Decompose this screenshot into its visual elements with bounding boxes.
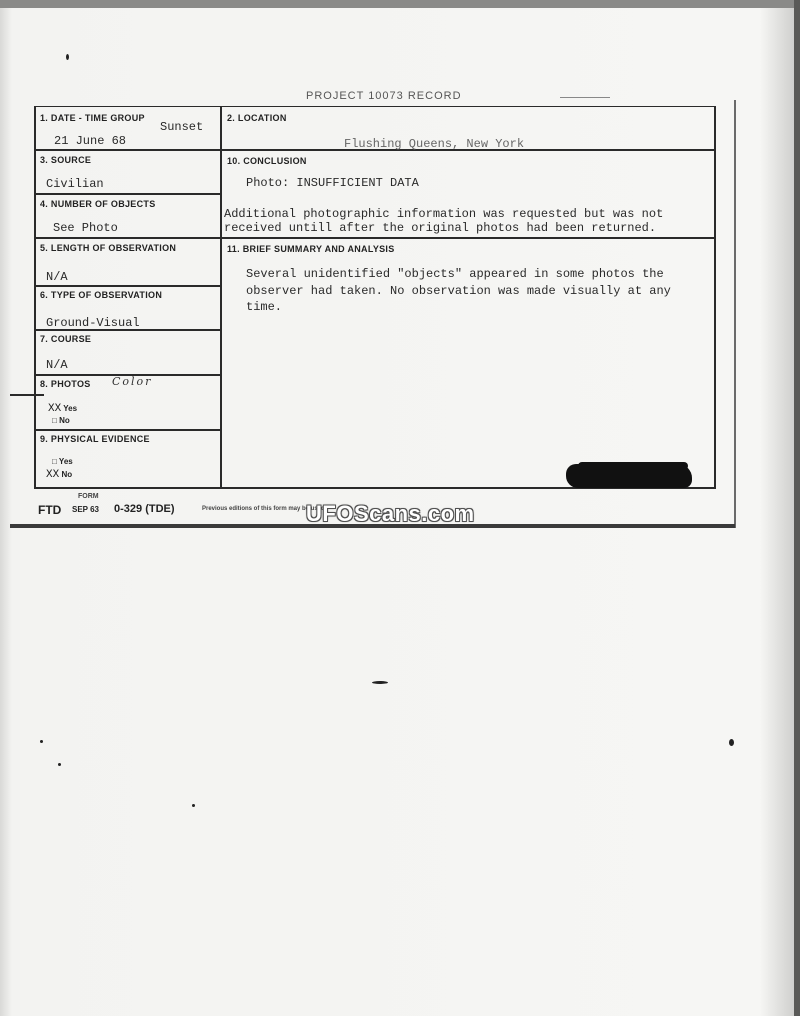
type-of-observation-label: 6. TYPE OF OBSERVATION [40, 290, 163, 300]
record-title: PROJECT 10073 RECORD [306, 90, 462, 102]
evidence-no-option [46, 469, 72, 481]
date-time-date: 21 June 68 [54, 134, 127, 148]
margin-tick [10, 394, 44, 396]
date-time-label: 1. DATE - TIME GROUP [40, 113, 145, 123]
row-divider-left-4 [36, 285, 222, 287]
type-of-observation-value: Ground-Visual [46, 316, 140, 330]
photos-no-label: No [59, 416, 70, 425]
evidence-yes-mark: □ [52, 457, 57, 466]
footer-form-number: 0-329 (TDE) [114, 503, 175, 515]
footer-form-word: FORM [78, 493, 99, 500]
evidence-yes-option [52, 457, 73, 466]
physical-evidence-label: 9. PHYSICAL EVIDENCE [40, 434, 150, 444]
summary-label: 11. BRIEF SUMMARY AND ANALYSIS [227, 244, 395, 254]
scan-right-edge [794, 0, 800, 1016]
course-label: 7. COURSE [40, 334, 92, 344]
summary-line1: Several unidentified "objects" appeared in some photos the [246, 267, 664, 281]
location-value: Flushing Queens, New York [344, 137, 525, 151]
location-label: 2. LOCATION [227, 113, 287, 123]
scan-speck [40, 740, 43, 743]
scan-speck [66, 54, 69, 60]
photos-handwritten-note: Color [112, 375, 153, 388]
redaction-mark [566, 464, 692, 488]
conclusion-label: 10. CONCLUSION [227, 156, 307, 166]
watermark-text: UFOScans.com [306, 501, 475, 526]
photos-yes-option [48, 403, 77, 415]
conclusion-note-line2: received untill after the original photos had been returned. [224, 221, 657, 235]
scan-speck [192, 804, 195, 807]
photos-no-option [52, 416, 70, 425]
scan-speck [729, 739, 734, 746]
photos-label: 8. PHOTOS [40, 379, 91, 389]
course-value: N/A [46, 358, 68, 372]
row-divider-left-7 [36, 429, 222, 431]
evidence-no-label: No [61, 470, 73, 479]
length-of-observation-value: N/A [46, 270, 68, 284]
row-divider-left-2 [36, 193, 222, 195]
length-of-observation-label: 5. LENGTH OF OBSERVATION [40, 243, 177, 253]
scan-speck [58, 763, 61, 766]
summary-line3: time. [246, 300, 283, 314]
footer-fine-print: Previous editions of this form may be used. [202, 506, 327, 512]
date-time-time: Sunset [160, 120, 204, 134]
scan-top-edge [0, 0, 800, 8]
evidence-yes-label: Yes [58, 457, 73, 466]
summary-line2: observer had taken. No observation was made visually at any [246, 284, 671, 298]
photos-yes-mark: XX [48, 403, 62, 415]
header-mark [560, 97, 610, 98]
source-label: 3. SOURCE [40, 155, 92, 165]
source-value: Civilian [46, 177, 104, 191]
conclusion-note-line1: Additional photographic information was requested but was not [224, 207, 664, 221]
photos-yes-label: Yes [63, 404, 78, 413]
photos-no-mark: □ [52, 416, 57, 425]
row-divider-3 [36, 237, 714, 239]
evidence-no-mark: XX [46, 469, 60, 481]
conclusion-value: Photo: INSUFFICIENT DATA [246, 176, 419, 190]
footer-form-date: SEP 63 [72, 505, 99, 514]
scan-speck [372, 681, 388, 684]
form-right-edge [734, 100, 736, 528]
number-of-objects-value: See Photo [53, 221, 118, 235]
number-of-objects-label: 4. NUMBER OF OBJECTS [40, 199, 156, 209]
footer-form-id: FTD [38, 503, 62, 517]
